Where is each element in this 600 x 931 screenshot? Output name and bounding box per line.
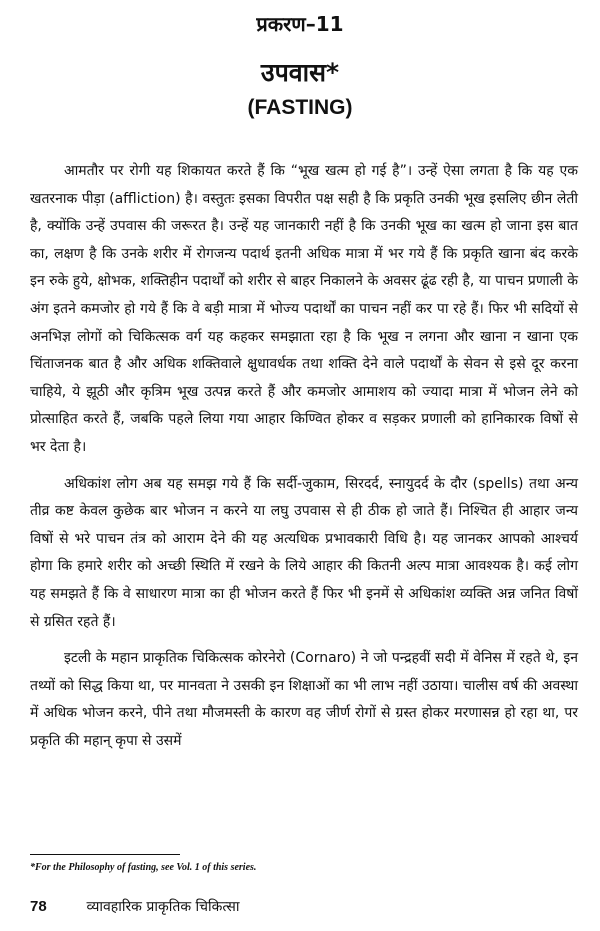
footnote: *For the Philosophy of fasting, see Vol. 1 of this series. xyxy=(30,862,257,873)
chapter-subtitle: (FASTING) xyxy=(247,96,353,119)
page-footer xyxy=(30,897,570,916)
page-number: 78 xyxy=(30,898,47,915)
running-book-title: व्यावहारिक प्राकृतिक चिकित्सा xyxy=(86,899,240,915)
chapter-title: उपवास* xyxy=(260,58,340,87)
footnote-divider xyxy=(30,854,180,855)
body-text xyxy=(30,158,578,764)
paragraph: इटली के महान प्राकृतिक चिकित्सक कोरनेरो (Cornaro) ने जो पन्द्रहवीं सदी में वेनिस में रहते थे, इन तथ्यों को सिद्ध किया था, पर मानवता ने उसकी इन शिक्षाओं का भी लाभ नहीं उठाया। चालीस वर्ष की अवस्था में अधिक भोजन करने, पीने तथा मौजमस्ती के कारण वह जीर्ण रोगों से ग्रस्त होकर मरणासन्न हो रहा था, पर प्रकृति की महान् कृपा से उसमें xyxy=(30,650,578,749)
chapter-label: प्रकरण–11 xyxy=(256,12,344,36)
paragraph: अधिकांश लोग अब यह समझ गये हैं कि सर्दी-जुकाम, सिरदर्द, स्नायुदर्द के दौर (spells) तथा अन्य तीव्र कष्ट केवल कुछेक बार भोजन न करने या लघु उपवास से ही ठीक हो जाते हैं। निश्चित ही आहार जन्य विषों से भरे पाचन तंत्र को आराम देने की यह अत्यधिक प्रभावकारी विधि है। यह जानकर आपको आश्चर्य होगा कि हमारे शरीर को अच्छी स्थिति में रखने के लिये आहार की कितनी अल्प मात्रा आवश्यक है। कई लोग यह समझते हैं कि वे साधारण मात्रा का ही भोजन करते हैं फिर भी इनमें से अधिकांश व्यक्ति अन्न जनित विषों से ग्रसित रहते हैं। xyxy=(30,475,578,630)
paragraph: आमतौर पर रोगी यह शिकायत करते हैं कि “भूख खत्म हो गई है”। उन्हें ऐसा लगता है कि यह एक खतरनाक पीड़ा (affliction) है। वस्तुतः इसका विपरीत पक्ष सही है कि प्रकृति उनकी भूख इसलिए छीन लेती है, क्योंकि उन्हें उपवास की जरूरत है। उन्हें यह जानकारी नहीं है कि उनकी भूख का खत्म हो जाना इस बात का, लक्षण है कि उनके शरीर में रोगजन्य पदार्थ इतनी अधिक मात्रा में भर गये हैं कि प्रकृति खाना बंद करके इन रुके हुये, क्षोभक, शक्तिहीन पदार्थों को शरीर से बाहर निकालने के अवसर ढूंढ रही है, या पाचन प्रणाली के अंग इतने कमजोर हो गये हैं कि वे बड़ी मात्रा में भोज्य पदार्थों का पाचन नहीं कर पा रहे हैं। फिर भी सदियों से अनभिज्ञ लोगों को चिकित्सक वर्ग यह कहकर समझाता रहा है कि भूख न लगना और खाना न खाना एक चिंताजनक बात है और अधिक शक्तिवाले क्षुधावर्धक तथा शक्ति देने वाले पदार्थों के सेवन से इसे दूर करना चाहिये, ये झूठी और कृत्रिम भूख उत्पन्न करते हैं और कमजोर आमाशय को ज्यादा मात्रा में भोजन लेने को प्रोत्साहित करते हैं, जबकि पहले लिया गया आहार किण्वित होकर व सड़कर प्रणाली को हानिकारक विषों से भर देता है। xyxy=(30,163,578,455)
